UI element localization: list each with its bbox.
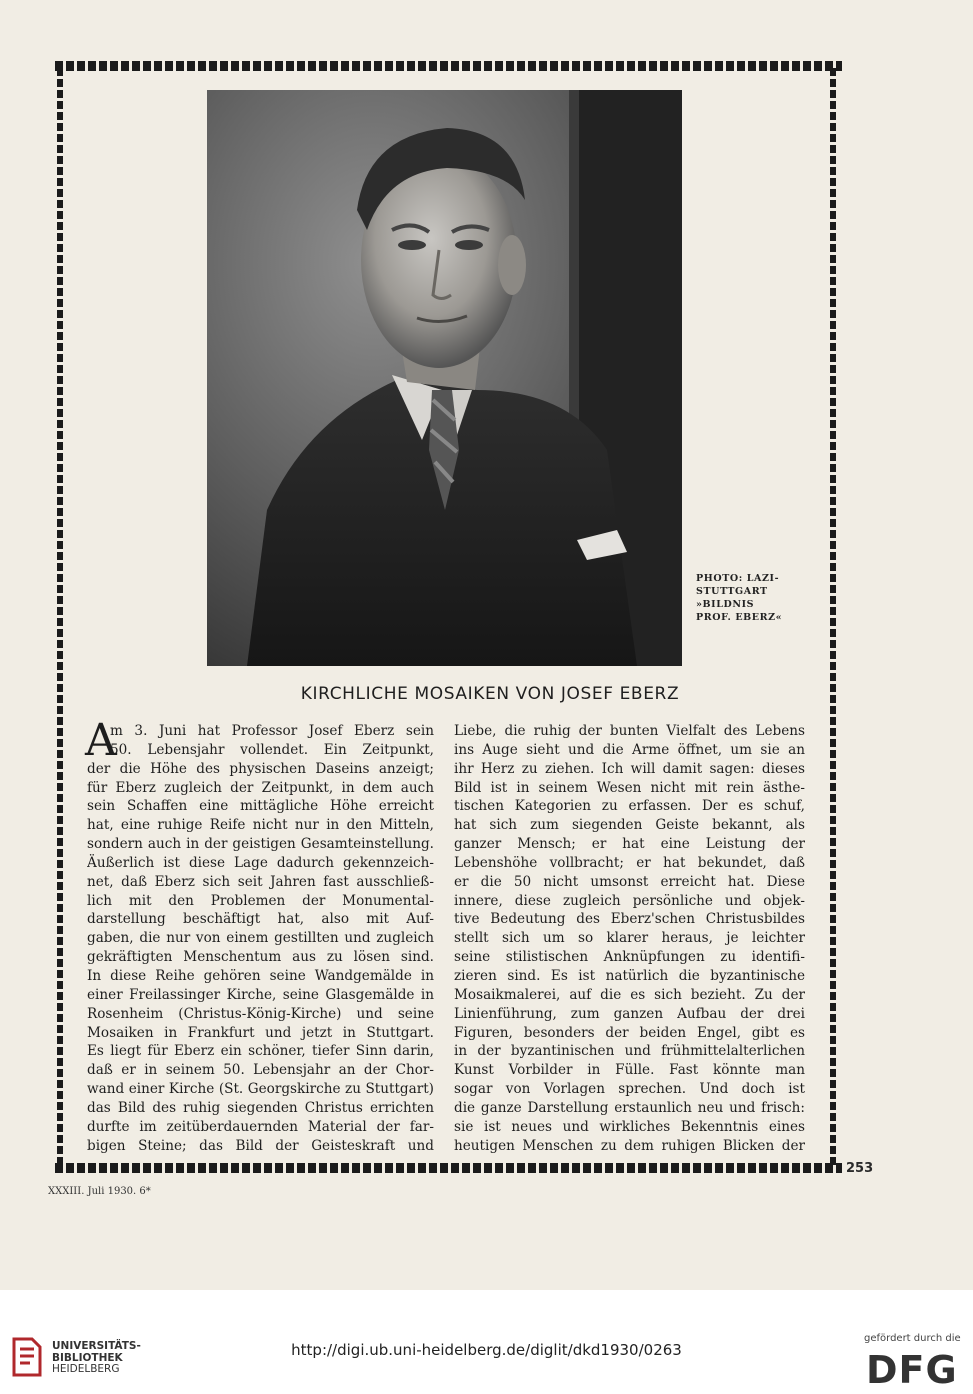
text-line: die ganze Darstellung erstaunlich neu und frisch: xyxy=(454,1099,805,1116)
page-border-bottom xyxy=(55,1163,842,1173)
text-line: sie ist neues und wirkliches Bekenntnis eines xyxy=(454,1118,805,1135)
page-border-top xyxy=(55,61,842,71)
caption-line: PHOTO: LAZI- xyxy=(696,573,780,584)
text-line: gekräftigten Menschentum aus zu lösen sind. xyxy=(87,949,434,966)
text-line: hat sich zum siegenden Geiste bekannt, als xyxy=(454,817,805,834)
text-line: innere, diese zugleich persönliche und objek- xyxy=(454,892,805,909)
text-line: Mosaiken in Frankfurt und jetzt in Stuttgart. xyxy=(87,1024,434,1041)
text-line: zieren sind. Es ist natürlich die byzantinische xyxy=(454,967,805,984)
text-line: darstellung beschäftigt hat, also mit Auf- xyxy=(87,911,434,928)
text-line: für Eberz zugleich der Zeitpunkt, in dem auch xyxy=(87,779,434,796)
text-line: seine stilistischen Anknüpfungen zu identifi- xyxy=(454,949,805,966)
article-title: KIRCHLICHE MOSAIKEN VON JOSEF EBERZ xyxy=(300,684,680,704)
text-line: lich mit den Problemen der Monumental- xyxy=(87,892,434,909)
permalink-url[interactable]: http://digi.ub.uni-heidelberg.de/diglit/dkd1930/0263 xyxy=(291,1341,682,1359)
text-line: net, daß Eberz sich seit Jahren fast ausschließ- xyxy=(87,873,434,890)
text-line: Äußerlich ist diese Lage dadurch gekennzeich- xyxy=(87,854,434,871)
text-line: gaben, die nur von einem gestillten und zugleich xyxy=(87,930,434,947)
text-line: m 3. Juni hat Professor Josef Eberz sein xyxy=(110,723,434,739)
portrait-photo xyxy=(207,90,682,666)
funding-label: gefördert durch die xyxy=(864,1333,961,1344)
text-line: sogar von Vorlagen sprechen. Und doch ist xyxy=(454,1081,805,1098)
portrait-image xyxy=(207,90,682,666)
text-line: Figuren, besonders der beiden Engel, gibt es xyxy=(454,1024,805,1041)
article-column-right xyxy=(454,722,805,1155)
text-line: ganzer Mensch; er hat eine Leistung der xyxy=(454,836,805,853)
text-line: das Bild des ruhig siegenden Christus errichten xyxy=(87,1099,434,1116)
text-line: einer Freilassinger Kirche, seine Glasgemälde in xyxy=(87,986,434,1003)
text-line: Bild ist in seinem Wesen nicht mit rein ästhe- xyxy=(454,779,805,796)
text-line: hat, eine ruhige Reife nicht nur in den Mitteln, xyxy=(87,817,434,834)
text-line: wand einer Kirche (St. Georgskirche zu Stuttgart) xyxy=(87,1081,434,1098)
text-line: Linienführung, zum ganzen Aufbau der drei xyxy=(454,1005,805,1022)
text-line: In diese Reihe gehören seine Wandgemälde in xyxy=(87,967,434,984)
text-line: stellt sich um so klarer heraus, je leichter xyxy=(454,930,805,947)
text-line: sein Schaffen eine mittägliche Höhe erreicht xyxy=(87,798,434,815)
text-line: ins Auge sieht und die Arme öffnet, um sie an xyxy=(454,741,805,758)
text-line: heutigen Menschen zu dem ruhigen Blicken der xyxy=(454,1137,805,1154)
text-line: Liebe, die ruhig der bunten Vielfalt des Lebens xyxy=(454,723,805,739)
text-line: daß er in seinem 50. Lebensjahr an der Chor- xyxy=(87,1062,434,1079)
caption-line: STUTTGART xyxy=(696,586,768,597)
text-line: tive Bedeutung des Eberz'schen Christusbildes xyxy=(454,911,805,928)
page-border-right xyxy=(830,68,836,1168)
text-line: bigen Steine; das Bild der Geisteskraft und xyxy=(87,1137,434,1154)
issue-signature: XXXIII. Juli 1930. 6* xyxy=(48,1186,151,1197)
page-number: 253 xyxy=(846,1161,874,1176)
drop-cap: A xyxy=(85,715,117,766)
library-line: BIBLIOTHEK xyxy=(52,1351,123,1364)
text-line: ihr Herz zu ziehen. Ich will damit sagen: dieses xyxy=(454,760,805,777)
text-line: durfte im zeitüberdauernden Material der far- xyxy=(87,1118,434,1135)
photo-caption xyxy=(696,572,796,624)
text-line: Rosenheim (Christus-König-Kirche) und seine xyxy=(87,1005,434,1022)
dfg-logo[interactable]: DFG xyxy=(866,1348,958,1392)
text-line: tischen Kategorien zu erfassen. Der es schuf, xyxy=(454,798,805,815)
text-line: Es liegt für Eberz ein schöner, tiefer Sinn darin, xyxy=(87,1043,434,1060)
article-column-left xyxy=(85,715,434,1155)
text-line: Mosaikmalerei, auf die es sich bezieht. Zu der xyxy=(454,986,805,1003)
page-border-left xyxy=(57,68,63,1168)
library-line: UNIVERSITÄTS- xyxy=(52,1340,141,1352)
text-line: der die Höhe des physischen Daseins anzeigt; xyxy=(87,760,434,777)
caption-line: PROF. EBERZ« xyxy=(696,612,783,623)
text-line: Lebenshöhe vollbracht; er hat bekundet, daß xyxy=(454,854,805,871)
library-line: HEIDELBERG xyxy=(52,1363,120,1375)
text-line: 50. Lebensjahr vollendet. Ein Zeitpunkt, xyxy=(110,741,434,758)
text-line: sondern auch in der geistigen Gesamteinstellung. xyxy=(87,836,434,853)
text-line: er die 50 nicht umsonst erreicht hat. Diese xyxy=(454,873,805,890)
text-line: Kunst Vorbilder in Fülle. Fast könnte man xyxy=(454,1062,805,1079)
caption-line: »BILDNIS xyxy=(696,599,755,610)
text-line: in der byzantinischen und frühmittelalterlichen xyxy=(454,1043,805,1060)
